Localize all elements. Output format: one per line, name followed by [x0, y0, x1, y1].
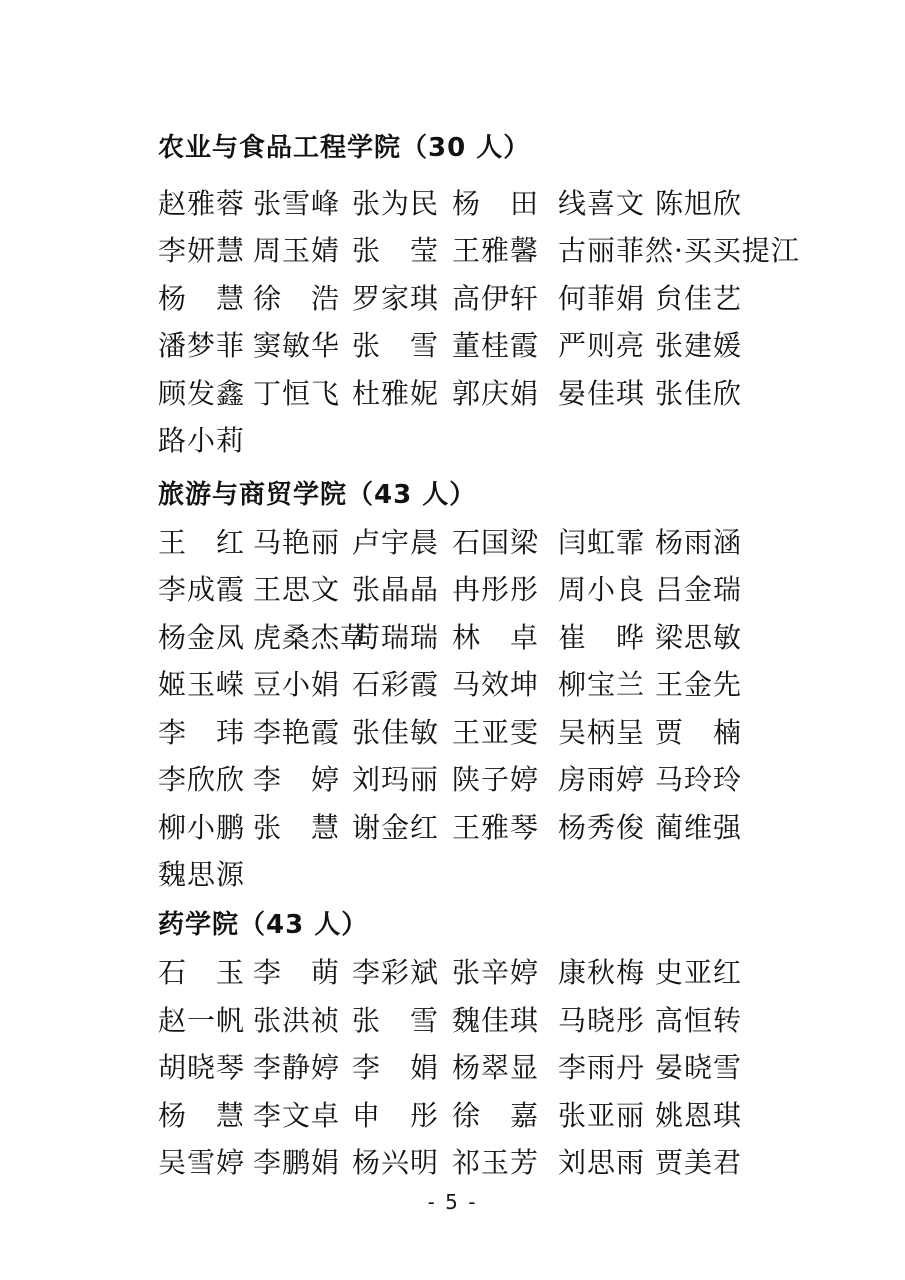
student-name: 李 婷	[253, 763, 341, 796]
student-name: 石国梁	[452, 525, 540, 559]
student-name: 高恒转	[655, 1003, 743, 1037]
student-name: 闫虹霏	[558, 525, 646, 559]
student-name: 杨金凤	[158, 620, 246, 654]
student-name: 张佳欣	[655, 376, 743, 410]
student-name: 王 红	[158, 525, 246, 559]
student-name: 张辛婷	[452, 956, 540, 989]
student-name: 徐 浩	[253, 281, 341, 315]
name-row	[158, 275, 818, 323]
student-name: 王雅馨	[452, 234, 540, 267]
student-name: 李静婷	[253, 1051, 341, 1084]
student-name: 李 玮	[158, 715, 246, 749]
student-name: 崔 晔	[558, 620, 646, 654]
student-name: 李 萌	[253, 956, 341, 989]
student-name: 晏佳琪	[558, 376, 646, 410]
student-name: 康秋梅	[558, 956, 646, 989]
student-name: 张亚丽	[558, 1098, 646, 1132]
student-name: 陕子婷	[452, 763, 540, 796]
section-title: 农业与食品工程学院（30 人）	[158, 133, 531, 163]
student-name: 虎桑杰草	[253, 620, 370, 654]
student-name: 贾美君	[655, 1146, 743, 1179]
student-name: 徐 嘉	[452, 1098, 540, 1132]
name-row	[158, 804, 818, 852]
name-row	[158, 709, 818, 757]
student-name: 胡晓琴	[158, 1051, 246, 1084]
student-name: 冉彤彤	[452, 573, 540, 606]
student-name: 赵一帆	[158, 1003, 246, 1037]
name-row	[158, 614, 818, 662]
student-name: 贾 楠	[655, 715, 743, 749]
student-name: 杨兴明	[352, 1146, 440, 1179]
name-row	[158, 519, 818, 567]
student-name: 申 彤	[352, 1098, 440, 1132]
student-name: 林 卓	[452, 620, 540, 654]
student-name: 吕金瑞	[655, 573, 743, 606]
student-name: 谢金红	[352, 810, 440, 844]
name-row	[158, 566, 818, 614]
student-name: 李 娟	[352, 1051, 440, 1084]
student-name: 丁恒飞	[253, 376, 341, 410]
student-name: 房雨婷	[558, 763, 646, 796]
student-name: 杨 慧	[158, 1098, 246, 1132]
name-row	[158, 756, 818, 804]
student-name: 何菲娟	[558, 281, 646, 315]
student-name: 张洪祯	[253, 1003, 341, 1037]
student-name: 窦敏华	[253, 329, 341, 362]
student-name: 张建媛	[655, 329, 743, 362]
student-name: 李成霞	[158, 573, 246, 606]
student-name: 蔺维强	[655, 810, 743, 844]
student-name: 线喜文	[558, 186, 646, 220]
student-name: 王亚雯	[452, 715, 540, 749]
page-number: - 5 -	[427, 1190, 478, 1214]
student-name: 石彩霞	[352, 668, 440, 701]
student-name: 杜雅妮	[352, 376, 440, 410]
section-pharmacy	[158, 901, 818, 1187]
section-name-rows	[158, 519, 818, 899]
name-row	[158, 1139, 818, 1187]
student-name: 石 玉	[158, 956, 246, 989]
section-title: 药学院（43 人）	[158, 910, 369, 940]
student-name: 王金先	[655, 668, 743, 701]
section-tourism-commerce	[158, 471, 818, 899]
student-name: 杨 田	[452, 186, 540, 220]
student-name: 杨翠显	[452, 1051, 540, 1084]
student-name: 张 雪	[352, 329, 440, 362]
student-name: 魏佳琪	[452, 1003, 540, 1037]
student-name: 杨秀俊	[558, 810, 646, 844]
name-row	[158, 1092, 818, 1140]
name-row	[158, 322, 818, 370]
name-row	[158, 370, 818, 418]
student-name: 刘玛丽	[352, 763, 440, 796]
section-name-rows	[158, 180, 818, 465]
student-name: 古丽菲然·买买提江	[558, 234, 800, 267]
student-name: 张佳敏	[352, 715, 440, 749]
name-row	[158, 949, 818, 997]
name-row	[158, 417, 818, 465]
name-row	[158, 851, 818, 899]
student-name: 周玉婧	[253, 234, 341, 267]
student-name: 苟瑞瑞	[352, 620, 440, 654]
student-name: 路小莉	[158, 424, 246, 457]
student-name: 杨 慧	[158, 281, 246, 315]
student-name: 梁思敏	[655, 620, 743, 654]
section-name-rows	[158, 949, 818, 1187]
student-name: 郭庆娟	[452, 376, 540, 410]
student-name: 柳小鹏	[158, 810, 246, 844]
page-content	[158, 124, 818, 1187]
student-name: 李欣欣	[158, 763, 246, 796]
student-name: 豆小娟	[253, 668, 341, 701]
student-name: 罗家琪	[352, 281, 440, 315]
student-name: 祁玉芳	[452, 1146, 540, 1179]
student-name: 李文卓	[253, 1098, 341, 1132]
student-name: 周小良	[558, 573, 646, 606]
student-name: 马艳丽	[253, 525, 341, 559]
student-name: 王思文	[253, 573, 341, 606]
student-name: 张为民	[352, 186, 440, 220]
student-name: 顾发鑫	[158, 376, 246, 410]
name-row	[158, 180, 818, 228]
student-name: 吴雪婷	[158, 1146, 246, 1179]
name-row	[158, 997, 818, 1045]
student-name: 李雨丹	[558, 1051, 646, 1084]
student-name: 马晓彤	[558, 1003, 646, 1037]
student-name: 张 慧	[253, 810, 341, 844]
student-name: 张晶晶	[352, 573, 440, 606]
student-name: 晏晓雪	[655, 1051, 743, 1084]
student-name: 卢宇晨	[352, 525, 440, 559]
student-name: 吴柄呈	[558, 715, 646, 749]
student-name: 李鹏娟	[253, 1146, 341, 1179]
student-name: 赵雅蓉	[158, 186, 246, 220]
student-name: 严则亮	[558, 329, 646, 362]
student-name: 张 莹	[352, 234, 440, 267]
student-name: 杨雨涵	[655, 525, 743, 559]
student-name: 柳宝兰	[558, 668, 646, 701]
student-name: 陈旭欣	[655, 186, 743, 220]
name-row	[158, 661, 818, 709]
student-name: 高伊轩	[452, 281, 540, 315]
name-row	[158, 1044, 818, 1092]
student-name: 张雪峰	[253, 186, 341, 220]
student-name: 马玲玲	[655, 763, 743, 796]
student-name: 魏思源	[158, 858, 246, 891]
student-name: 刘思雨	[558, 1146, 646, 1179]
student-name: 史亚红	[655, 956, 743, 989]
student-name: 李妍慧	[158, 234, 246, 267]
student-name: 姬玉嵘	[158, 668, 246, 701]
student-name: 张 雪	[352, 1003, 440, 1037]
student-name: 王雅琴	[452, 810, 540, 844]
section-title: 旅游与商贸学院（43 人）	[158, 479, 477, 510]
student-name: 李艳霞	[253, 715, 341, 749]
student-name: 姚恩琪	[655, 1098, 743, 1132]
section-agriculture-food-engineering	[158, 124, 818, 465]
student-name: 马效坤	[452, 668, 540, 701]
student-name: 李彩斌	[352, 956, 440, 989]
name-row	[158, 227, 818, 275]
student-name: 董桂霞	[452, 329, 540, 362]
student-name: 潘梦菲	[158, 329, 246, 362]
student-name: 贠佳艺	[655, 281, 743, 315]
